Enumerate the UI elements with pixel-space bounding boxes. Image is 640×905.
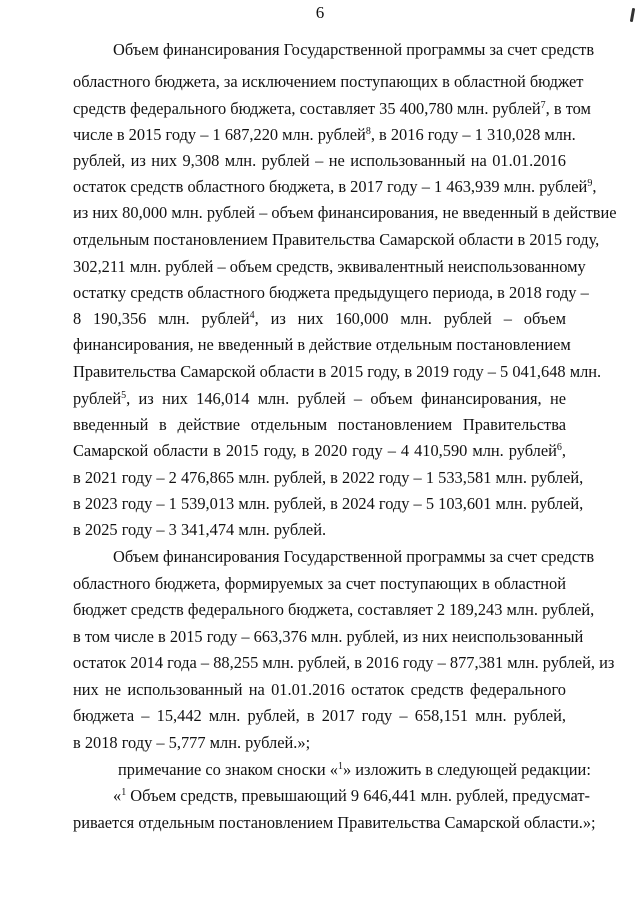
- text-line: [73, 389, 566, 409]
- text-line: [73, 283, 589, 303]
- line-text: 8 190,356 млн. рублей: [73, 309, 250, 328]
- line-text: в 2018 году – 5,777 млн. рублей.»;: [73, 733, 311, 752]
- text-line: [73, 72, 584, 92]
- text-line: [73, 813, 596, 833]
- footnote-mark: 8: [365, 126, 371, 137]
- footnote-mark: 1: [121, 787, 127, 798]
- text-line: [113, 547, 595, 567]
- text-line: [73, 203, 617, 223]
- text-line: [73, 494, 584, 514]
- line-text: ривается отдельным постановлением Правительства Самарской области.»;: [73, 813, 596, 832]
- line-text-continued: , из них 146,014 млн. рублей – объем финансирования, не: [126, 389, 566, 408]
- line-text-continued: , в том: [545, 99, 591, 118]
- line-text: бюджет средств федерального бюджета, составляет 2 189,243 млн. рублей,: [73, 600, 595, 619]
- line-text: отдельным постановлением Правительства Самарской области в 2015 году,: [73, 230, 600, 249]
- line-text: Объем финансирования Государственной программы за счет средств: [113, 547, 595, 566]
- text-line: [73, 151, 566, 171]
- line-text: остаток 2014 года – 88,255 млн. рублей, в 2016 году – 877,381 млн. рублей, из: [73, 653, 615, 672]
- footnote-mark: 4: [249, 310, 255, 321]
- text-line: [73, 600, 595, 620]
- line-text: из них 80,000 млн. рублей – объем финансирования, не введенный в действие: [73, 203, 617, 222]
- line-text: Правительства Самарской области в 2015 году, в 2019 году – 5 041,648 млн.: [73, 362, 602, 381]
- line-text: финансирования, не введенный в действие отдельным постановлением: [73, 335, 571, 354]
- line-text: средств федерального бюджета, составляет 35 400,780 млн. рублей: [73, 99, 541, 118]
- text-line: [73, 99, 591, 119]
- footnote-mark: 9: [587, 178, 593, 189]
- line-text-continued: , из них 160,000 млн. рублей – объем: [254, 309, 567, 328]
- text-line: [73, 415, 566, 435]
- footnote-mark: 7: [540, 100, 546, 111]
- line-text: Самарской области в 2015 году, в 2020 году – 4 410,590 млн. рублей: [73, 441, 557, 460]
- text-line: [73, 520, 566, 540]
- line-text: рублей, из них 9,308 млн. рублей – не использованный на 01.01.2016: [73, 151, 566, 170]
- line-text: рублей: [73, 389, 122, 408]
- line-text-continued: ,: [561, 441, 566, 460]
- line-text: 302,211 млн. рублей – объем средств, эквивалентный неиспользованному: [73, 257, 586, 276]
- line-text-continued: » изложить в следующей редакции:: [342, 760, 591, 779]
- text-line: [73, 177, 597, 197]
- text-line: [73, 574, 566, 594]
- footnote-mark: 1: [337, 761, 343, 772]
- line-text: остатку средств областного бюджета предыдущего периода, в 2018 году –: [73, 283, 589, 302]
- line-text: «: [113, 786, 122, 805]
- text-line: [73, 309, 566, 329]
- text-line: [73, 441, 566, 461]
- text-line: [113, 40, 595, 60]
- line-text: числе в 2015 году – 1 687,220 млн. рублей: [73, 125, 366, 144]
- page-number: 6: [315, 3, 325, 22]
- text-line: [73, 230, 600, 250]
- line-text: введенный в действие отдельным постановлением Правительства: [73, 415, 566, 434]
- text-line: [73, 627, 584, 647]
- line-text: остаток средств областного бюджета, в 2017 году – 1 463,939 млн. рублей: [73, 177, 588, 196]
- text-line: [73, 362, 602, 382]
- text-line: [73, 257, 586, 277]
- text-line: [118, 760, 591, 780]
- line-text: примечание со знаком сноски «: [118, 760, 338, 779]
- line-text: в 2025 году – 3 341,474 млн. рублей.: [73, 520, 327, 539]
- line-text-continued: , в 2016 году – 1 310,028 млн.: [370, 125, 576, 144]
- line-text: областного бюджета, формируемых за счет поступающих в областной: [73, 574, 566, 593]
- line-text: в 2023 году – 1 539,013 млн. рублей, в 2024 году – 5 103,601 млн. рублей,: [73, 494, 584, 513]
- line-text: в том числе в 2015 году – 663,376 млн. рублей, из них неиспользованный: [73, 627, 584, 646]
- text-line: [73, 653, 615, 673]
- line-text-continued: Объем средств, превышающий 9 646,441 млн. рублей, предусмат-: [126, 786, 590, 805]
- text-line: [73, 706, 566, 726]
- line-text: Объем финансирования Государственной программы за счет средств: [113, 40, 595, 59]
- line-text-continued: ,: [592, 177, 597, 196]
- text-line: [73, 125, 576, 145]
- text-line: [73, 680, 566, 700]
- line-text: бюджета – 15,442 млн. рублей, в 2017 году – 658,151 млн. рублей,: [73, 706, 566, 725]
- text-line: [73, 733, 566, 753]
- line-text: областного бюджета, за исключением поступающих в областной бюджет: [73, 72, 584, 91]
- text-line: [113, 786, 590, 806]
- line-text: них не использованный на 01.01.2016 остаток средств федерального: [73, 680, 566, 699]
- footnote-mark: 6: [556, 442, 562, 453]
- text-line: [73, 468, 584, 488]
- line-text: в 2021 году – 2 476,865 млн. рублей, в 2022 году – 1 533,581 млн. рублей,: [73, 468, 584, 487]
- footnote-mark: 5: [121, 390, 127, 401]
- text-line: [73, 335, 571, 355]
